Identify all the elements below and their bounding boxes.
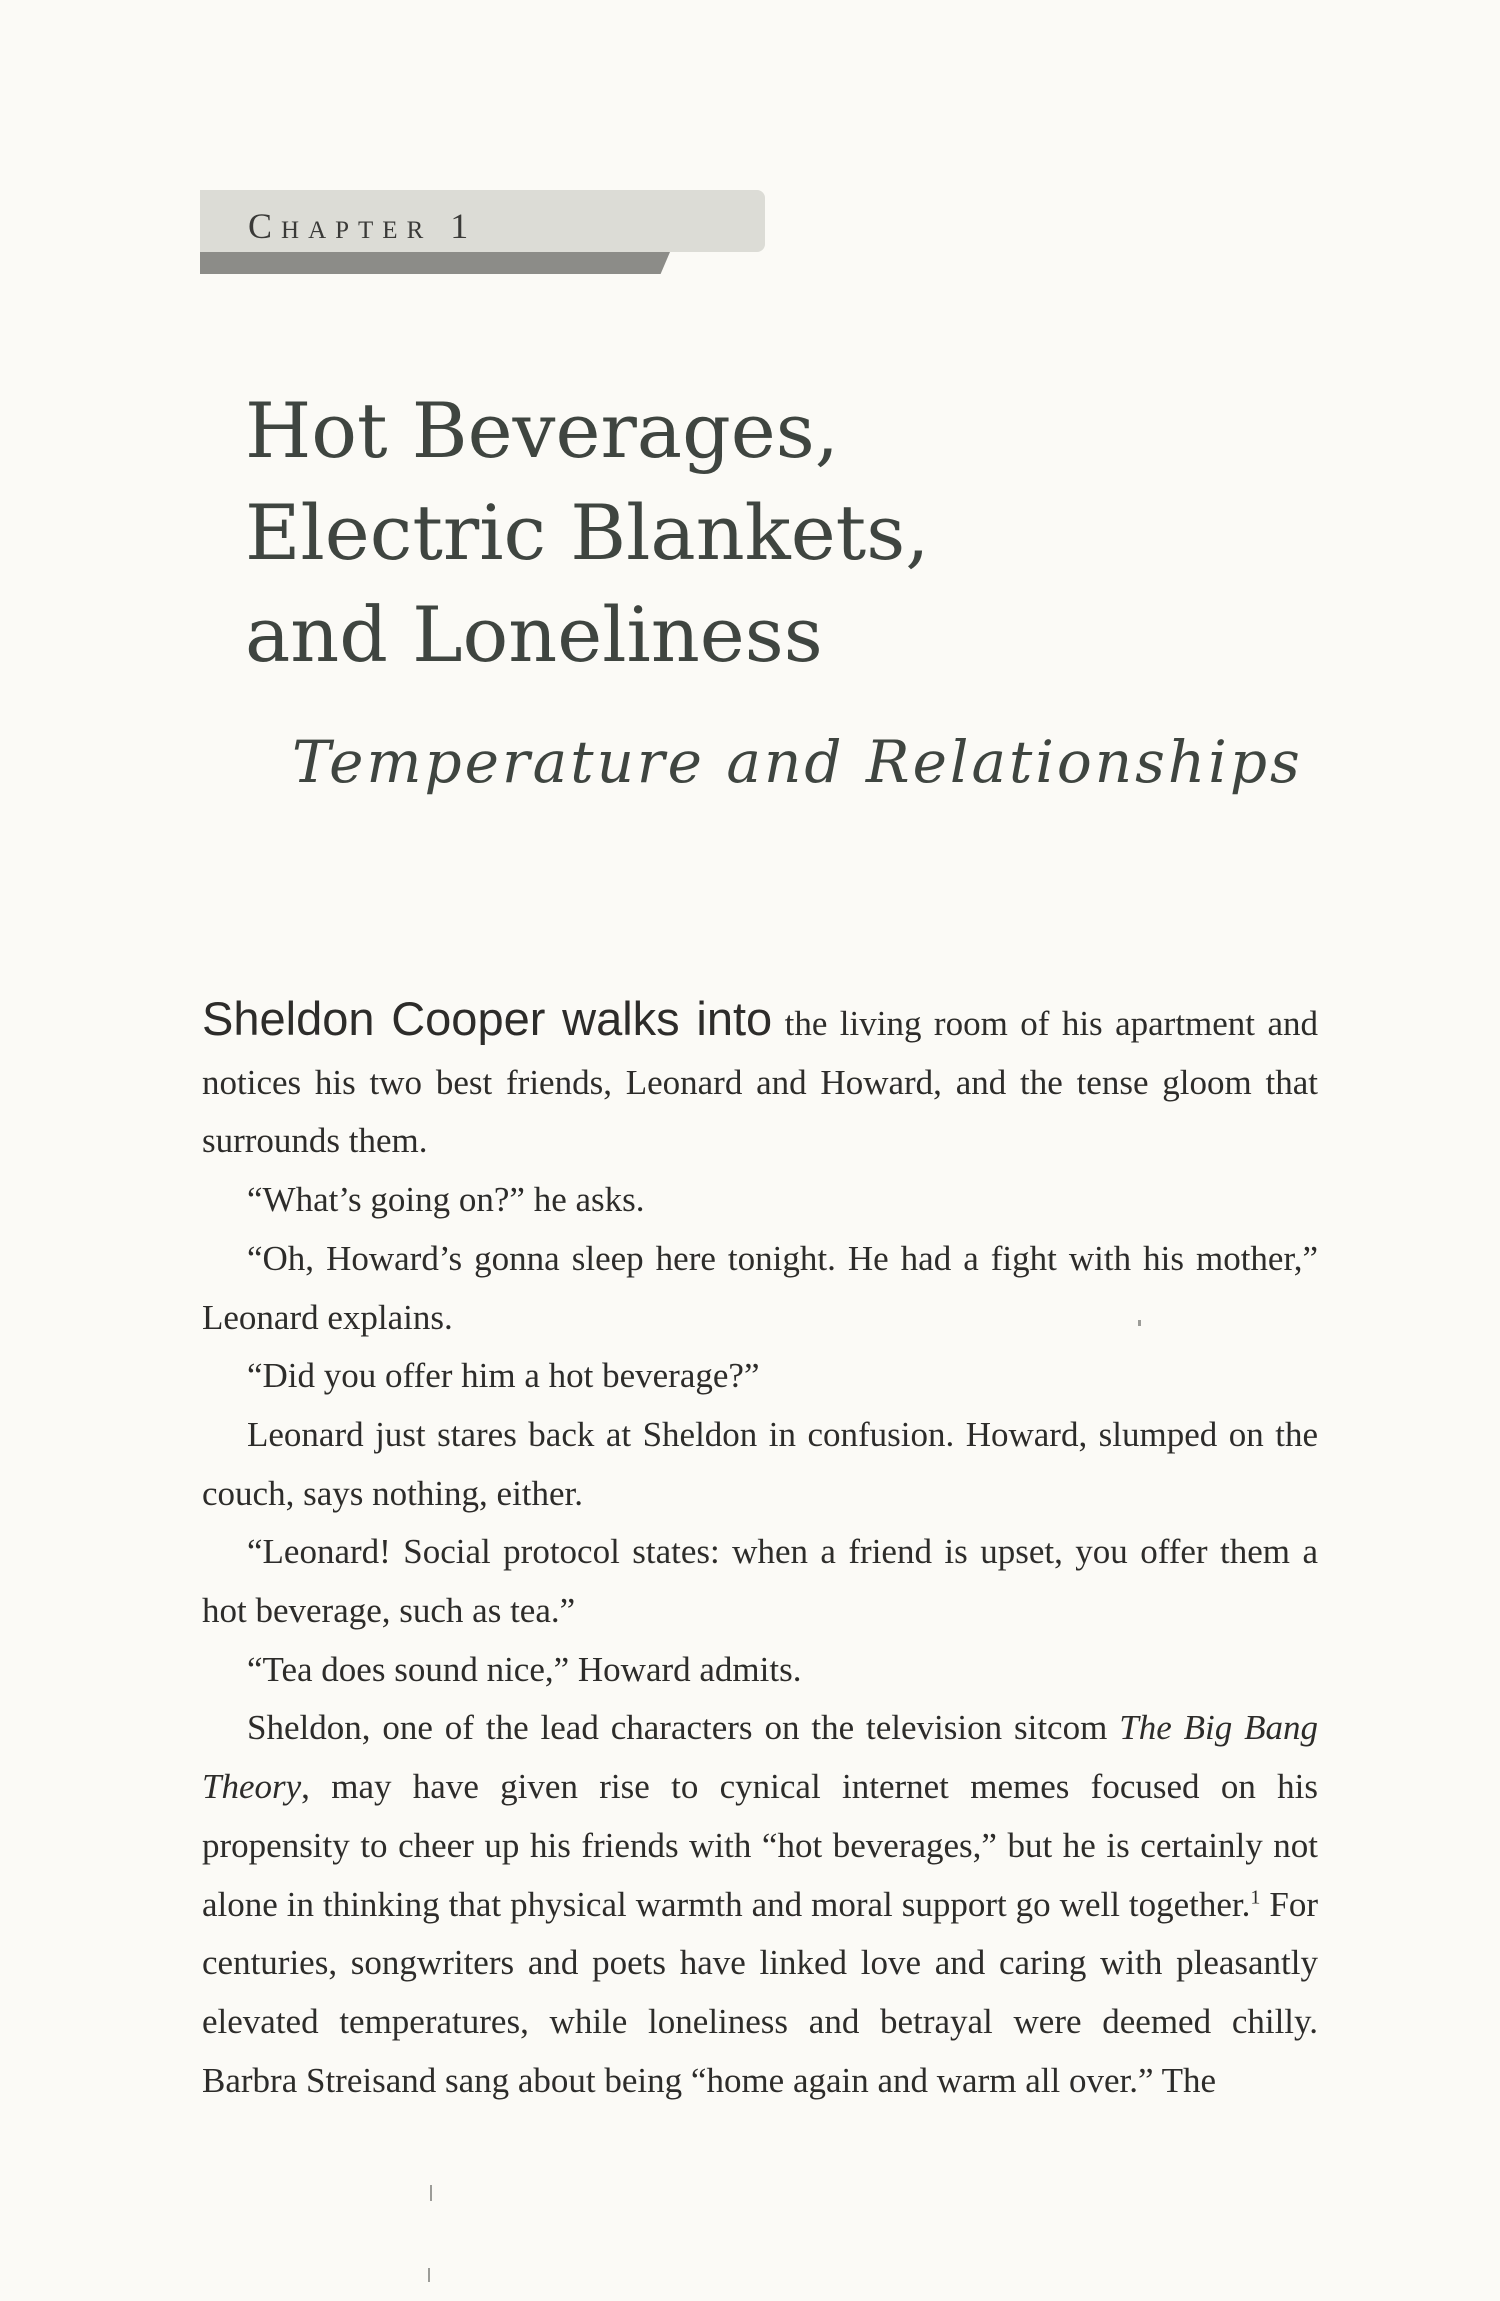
chapter-label: Chapter 1 [248, 206, 478, 246]
paragraph: “What’s going on?” he asks. [247, 1180, 645, 1220]
chapter-title [245, 380, 929, 686]
scan-speck [428, 2268, 430, 2282]
paragraph [202, 990, 1318, 1171]
paragraph [202, 1699, 1318, 2110]
chapter-subtitle: Temperature and Relationships [292, 728, 1303, 796]
paragraph: “Tea does sound nice,” Howard admits. [247, 1649, 802, 1689]
body-text [202, 990, 1318, 2110]
paragraph: “Oh, Howard’s gonna sleep here tonight. He had a fight with his mother,” Leonard explains. [202, 1238, 1318, 1337]
paragraph: Leonard just stares back at Sheldon in confusion. Howard, slumped on the couch, says nothing, either. [202, 1414, 1318, 1513]
paragraph-text: , may have given rise to cynical internet memes focused on his propensity to cheer up his friends with “hot beverages,” but he is certainly not alone in thinking that physical warmth and moral support go well together. [202, 1767, 1318, 1924]
chapter-title-line: and Loneliness [245, 590, 823, 679]
paragraph: “Leonard! Social protocol states: when a friend is upset, you offer them a hot beverage, such as tea.” [202, 1532, 1318, 1631]
show-title: The Big Bang Theory [202, 1708, 1319, 1807]
lead-in: Sheldon Cooper walks into [202, 992, 773, 1045]
paragraph-text: Sheldon, one of the lead characters on the television sitcom [247, 1708, 1108, 1748]
paragraph-text: the living room of his apartment and notices his two best friends, Leonard and Howard, and the tense gloom that surrounds them. [202, 1004, 1318, 1161]
chapter-title-line: Electric Blankets, [245, 488, 930, 577]
scan-speck [1138, 1320, 1141, 1326]
chapter-tab-underline [200, 252, 670, 274]
paragraph: “Did you offer him a hot beverage?” [247, 1356, 760, 1396]
paragraph-text: For centuries, songwriters and poets have linked love and caring with pleasantly elevated temperatures, while loneliness and betrayal were deemed chilly. Barbra Streisand sang about being “home again and warm all over.” The [202, 1884, 1318, 2100]
scan-speck [430, 2185, 432, 2201]
footnote-marker: 1 [1250, 1885, 1261, 1908]
chapter-title-line: Hot Beverages, [245, 386, 839, 475]
